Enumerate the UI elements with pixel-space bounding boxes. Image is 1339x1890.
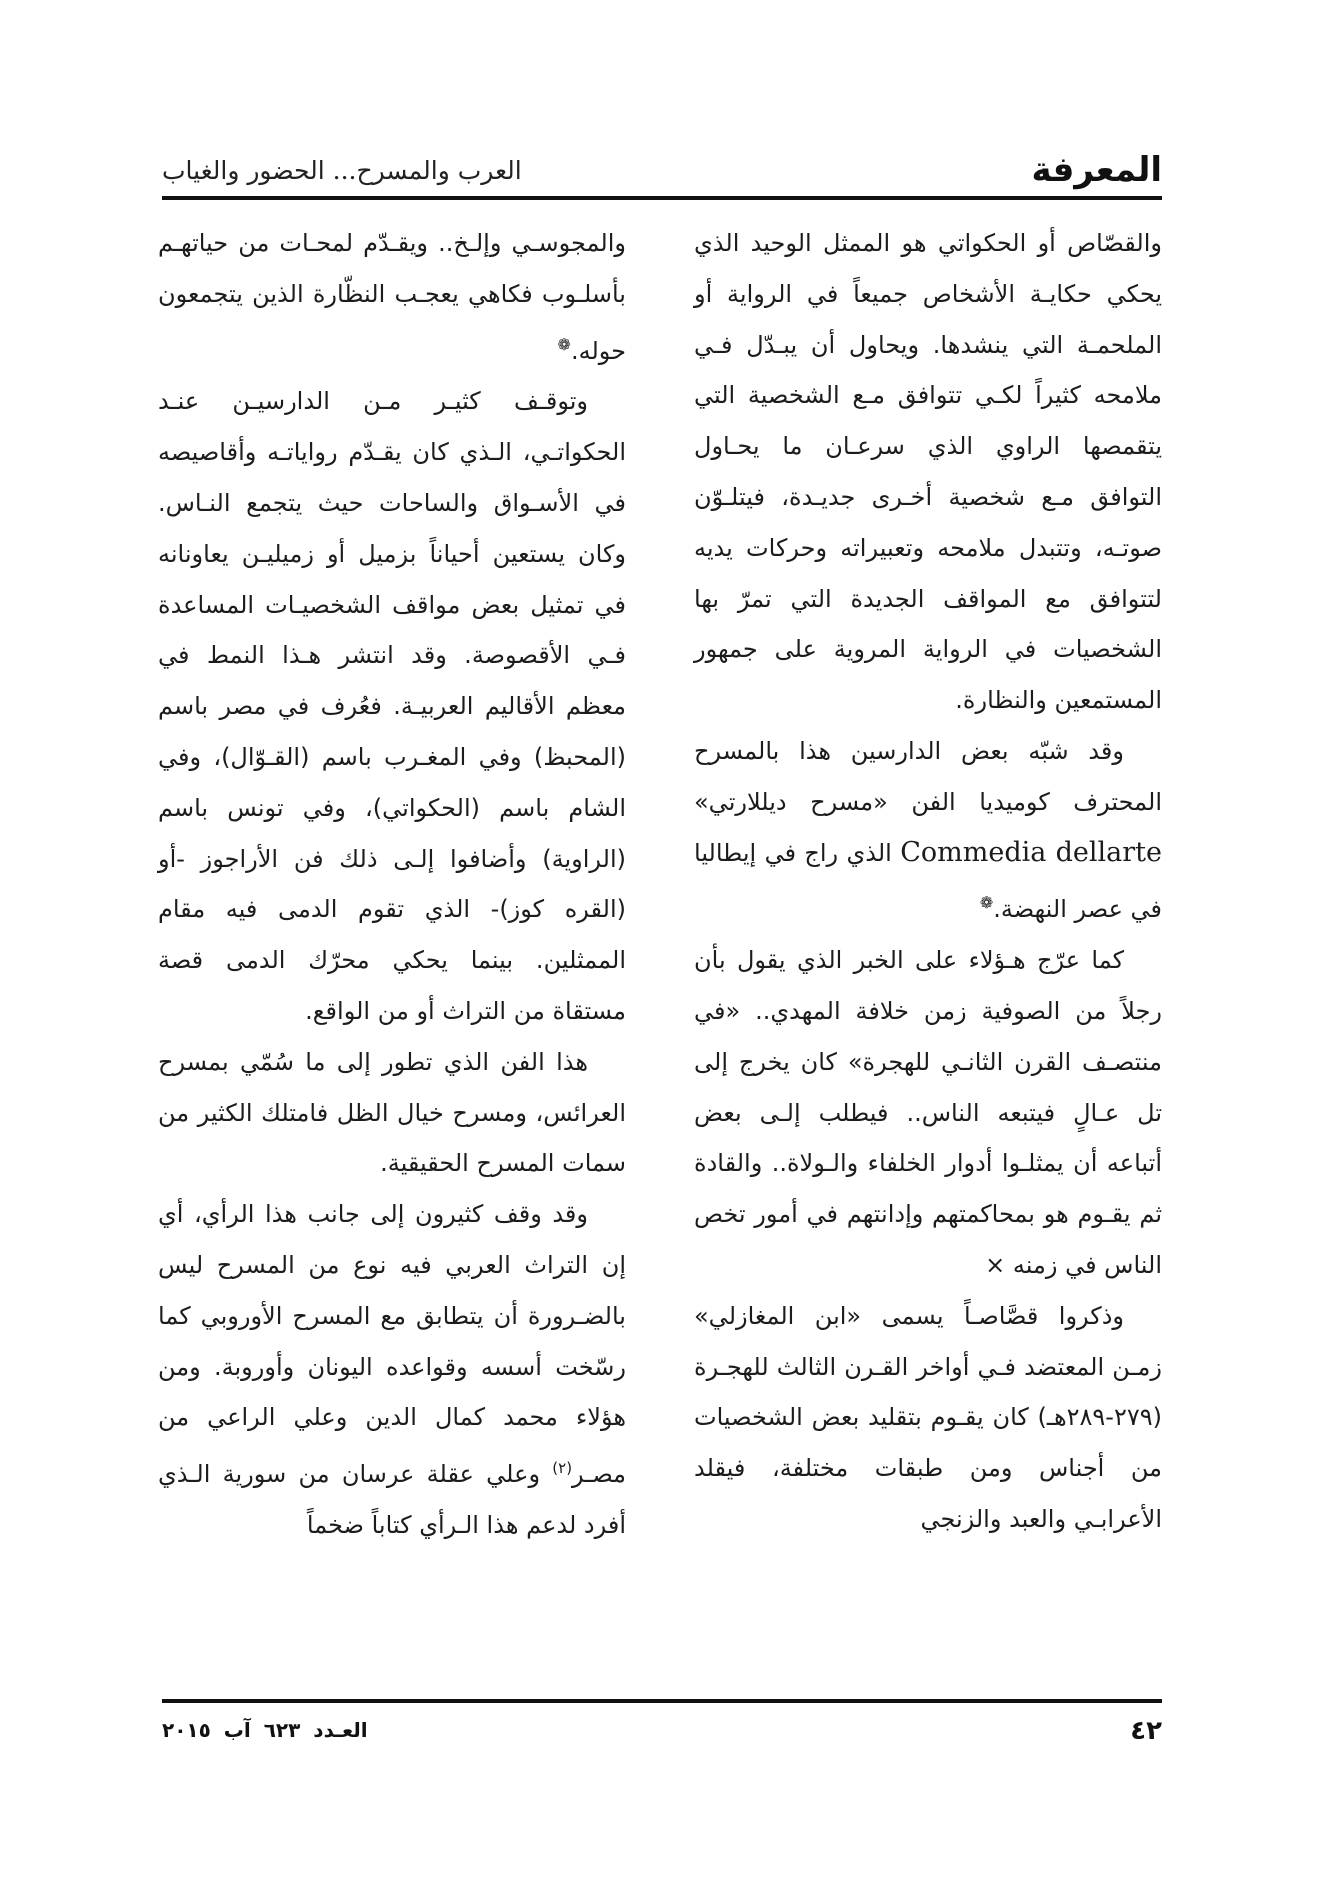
magazine-logo: المعرفة [1031, 150, 1162, 190]
paragraph-text: وعلي عقلة عرسان من سورية الـذي أفرد لدعم هذا الـرأي كتاباً ضخماً [158, 1460, 626, 1539]
paragraph: كما عرّج هـؤلاء على الخبر الذي يقول بأن رجلاً من الصوفية زمن خلافة المهدي.. «في منتصـف القرن الثانـي للهجرة» كان يخرج إلى تل عـالٍ فيتبعه الناس.. فيطلب إلـى بعض أتباعه أن يمثلـوا أدوار الخلفاء والـولاة.. والقادة ثم يقـوم هو بمحاكمتهم وإدانتهم في أمور تخص الناس في زمنه × [694, 946, 1162, 1279]
paragraph [158, 1189, 626, 1551]
latin-term: Commedia dellarte [900, 836, 1162, 868]
footnote-mark-icon: ❁ [979, 893, 994, 913]
text-column-left [158, 218, 626, 1551]
paragraph: والقصّاص أو الحكواتي هو الممثل الوحيد الذي يحكي حكايـة الأشخاص جميعاً في الرواية أو الملحمـة التي ينشدها. ويحاول أن يبـدّل فـي ملامحه كثيراً لكـي تتوافق مـع الشخصية التي يتقمصها الراوي الذي سرعـان ما يحـاول التوافق مـع شخصية أخـرى جديـدة، فيتلـوّن صوتـه، وتتبدل ملامحه وتعبيراته وحركات يديه لتتوافق مع المواقف الجديدة التي تمرّ بها الشخصيات في الرواية المروية على جمهور المستمعين والنظارة. [694, 229, 1162, 715]
paragraph-text: الذي راج في إيطاليا في عصر النهضة. [694, 838, 1162, 924]
page-footer [162, 1716, 1162, 1756]
paragraph [158, 218, 626, 376]
footnote-mark-icon: ❁ [557, 334, 571, 354]
paragraph-text: والمجوسـي وإلـخ.. ويقـدّم لمحـات من حياتهـم بأسلـوب فكاهي يعجـب النظّارة الذين يتجمعون حوله. [158, 229, 626, 365]
paragraph-text: وقد شبّه بعض الدارسين هذا بالمسرح المحترف كوميديا الفن «مسرح ديللارتي» [694, 736, 1162, 816]
text-column-right [694, 218, 1162, 1545]
paragraph: وتوقـف كثيـر مـن الدارسيـن عنـد الحكواتـي، الـذي كان يقـدّم رواياتـه وأقاصيصه في الأسـواق والساحات حيث يتجمع النـاس. وكان يستعين أحياناً بزميل أو زميليـن يعاونانه في تمثيل بعض مواقف الشخصيـات المساعدة فـي الأقصوصة. وقد انتشر هـذا النمط في معظم الأقاليم العربيـة. فعُرف في مصر باسم (المحبظ) وفي المغـرب باسم (القـوّال)، وفي الشام باسم (الحكواتي)، وفي تونس باسم (الراوية) وأضافوا إلـى ذلك فن الأراجوز -أو (القره كوز)- الذي تقوم الدمى فيه مقام الممثلين. بينما يحكي محرّك الدمى قصة مستقاة من التراث أو من الواقع. [158, 387, 626, 1025]
paragraph-text: وقد وقف كثيرون إلى جانب هذا الرأي، أي إن التراث العربي فيه نوع من المسرح ليس بالضـرورة أن يتطابق مع المسرح الأوروبي كما رسّخت أسسه وقواعده اليونان وأوروبة. ومن هؤلاء محمد كمال الدين وعلي الراعي من مصـر [158, 1200, 626, 1489]
paragraph: هذا الفن الذي تطور إلى ما سُمّي بمسرح العرائس، ومسرح خيال الظل فامتلك الكثير من سمات المسرح الحقيقية. [158, 1047, 626, 1178]
running-title: العرب والمسرح... الحضور والغياب [162, 156, 522, 185]
footnote-ref: (٢) [552, 1459, 573, 1478]
footer-rule [162, 1699, 1162, 1703]
header-rule [162, 196, 1162, 200]
page-header [162, 150, 1162, 192]
paragraph [694, 726, 1162, 935]
page-number: ٤٢ [1130, 1716, 1162, 1746]
issue-info: العـدد ٦٢٣ آب ٢٠١٥ [162, 1718, 368, 1742]
paragraph: وذكروا قصَّاصـاً يسمى «ابن المغازلي» زمـن المعتضد فـي أواخر القـرن الثالث للهجـرة (٢٧٩-٢٨٩هـ) كان يقـوم بتقليد بعض الشخصيات من أجناس ومن طبقات مختلفة، فيقلد الأعرابـي والعبد والزنجي [694, 1301, 1162, 1533]
